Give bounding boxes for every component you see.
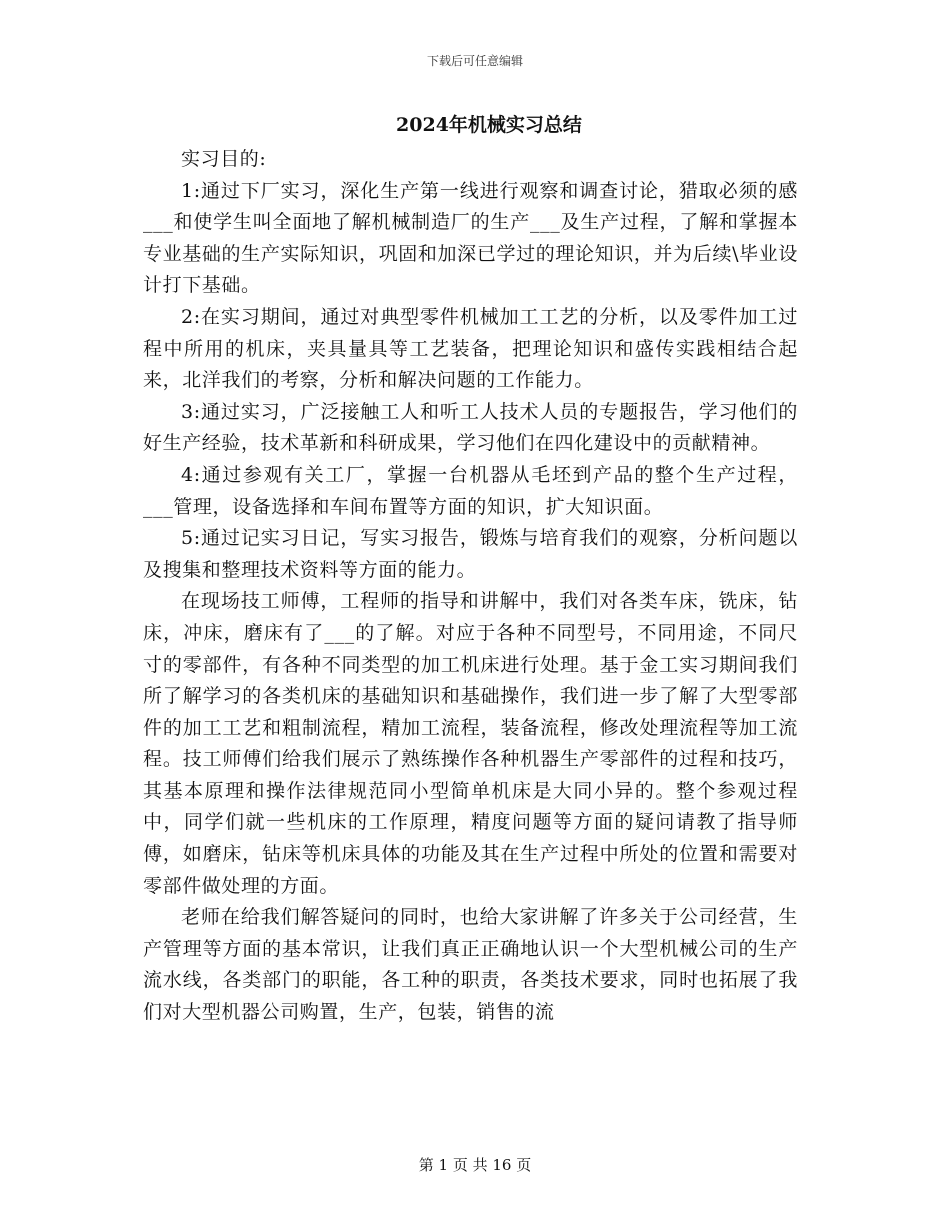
page-footer: 第 1 页 共 16 页	[418, 1156, 532, 1174]
paragraph-item-3: 3:通过实习，广泛接触工人和听工人技术人员的专题报告，学习他们的好生产经验，技术革新和科研成果，学习他们在四化建设中的贡献精神。	[143, 400, 798, 455]
header-note: 下载后可任意编辑	[426, 54, 523, 68]
paragraph-onsite-learning: 在现场技工师傅，工程师的指导和讲解中，我们对各类车床，铣床，钻床，冲床，磨床有了___的了解。对应于各种不同型号，不同用途，不同尺寸的零部件，有各种不同类型的加工机床进行处理。基于金工实习期间我们所了解学习的各类机床的基础知识和基础操作，我们进一步了解了大型零部件的加工工艺和粗制流程，精加工流程，装备流程，修改处理流程等加工流程。技工师傅们给我们展示了熟练操作各种机器生产零部件的过程和技巧，其基本原理和操作法律规范同小型简单机床是大同小异的。整个参观过程中，同学们就一些机床的工作原理，精度问题等方面的疑问请教了指导师傅，如磨床，钻床等机床具体的功能及其在生产过程中所处的位置和需要对零部件做处理的方面。	[143, 590, 798, 897]
document-body	[143, 144, 798, 1029]
paragraph-item-5: 5:通过记实习日记，写实习报告，锻炼与培育我们的观察，分析问题以及搜集和整理技术资料等方面的能力。	[143, 527, 798, 581]
paragraph-item-4: 4:通过参观有关工厂，掌握一台机器从毛坯到产品的整个生产过程，___管理，设备选择和车间布置等方面的知识，扩大知识面。	[143, 463, 798, 518]
document-title: 2024年机械实习总结	[396, 114, 582, 136]
paragraph-teacher-explanation: 老师在给我们解答疑问的同时，也给大家讲解了许多关于公司经营，生产管理等方面的基本常识，让我们真正正确地认识一个大型机械公司的生产流水线，各类部门的职能，各工种的职责，各类技术要求，同时也拓展了我们对大型机器公司购置，生产，包装，销售的流	[143, 906, 798, 1024]
paragraph-heading-purpose: 实习目的:	[181, 148, 267, 170]
paragraph-item-2: 2:在实习期间，通过对典型零件机械加工工艺的分析，以及零件加工过程中所用的机床，夹具量具等工艺装备，把理论知识和盛传实践相结合起来，北洋我们的考察，分析和解决问题的工作能力。	[143, 305, 798, 392]
paragraph-item-1: 1:通过下厂实习，深化生产第一线进行观察和调查讨论，猎取必须的感___和使学生叫全面地了解机械制造厂的生产___及生产过程，了解和掌握本专业基础的生产实际知识，巩固和加深已学过的理论知识，并为后续\毕业设计打下基础。	[143, 179, 798, 297]
